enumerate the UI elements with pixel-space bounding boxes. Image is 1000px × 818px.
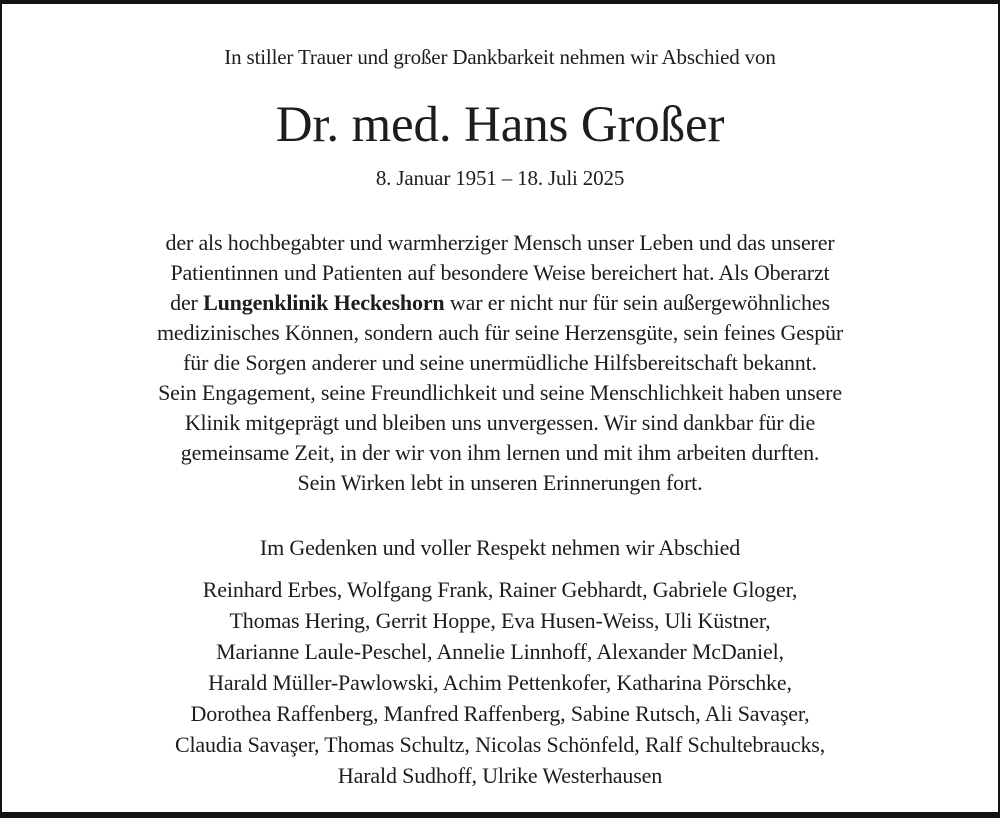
deceased-name: Dr. med. Hans Großer: [275, 97, 725, 153]
clinic-name: Lungenklinik Heckeshorn: [203, 290, 445, 315]
farewell-line: Im Gedenken und voller Respekt nehmen wir Abschied: [259, 535, 741, 560]
obituary-line: Sein Wirken lebt in unseren Erinnerungen fort.: [297, 470, 703, 495]
obituary-line: medizinisches Können, sondern auch für seine Herzensgüte, sein feines Gespür: [156, 320, 844, 345]
obituary-line: Klinik mitgeprägt und bleiben uns unvergessen. Wir sind dankbar für die: [184, 410, 816, 435]
mourner-line: Claudia Savaşer, Thomas Schultz, Nicolas Schönfeld, Ralf Schultebraucks,: [174, 732, 826, 757]
obituary-line: für die Sorgen anderer und seine unermüdliche Hilfsbereitschaft bekannt.: [183, 350, 817, 375]
mourner-line: Marianne Laule-Peschel, Annelie Linnhoff, Alexander McDaniel,: [216, 639, 784, 664]
obituary-line: der als hochbegabter und warmherziger Mensch unser Leben und das unserer: [165, 230, 835, 255]
mourner-line: Harald Müller-Pawlowski, Achim Pettenkofer, Katharina Pörschke,: [208, 670, 792, 695]
obituary-line-text: der: [170, 290, 204, 315]
mourner-line: Harald Sudhoff, Ulrike Westerhausen: [337, 763, 663, 788]
obituary-line: Patientinnen und Patienten auf besondere Weise bereichert hat. Als Oberarzt: [170, 260, 830, 285]
obituary-line-text: war er nicht nur für sein außergewöhnliches: [444, 290, 830, 315]
intro-line: In stiller Trauer und großer Dankbarkeit nehmen wir Abschied von: [224, 45, 776, 69]
mourner-line: Reinhard Erbes, Wolfgang Frank, Rainer Gebhardt, Gabriele Gloger,: [202, 577, 798, 602]
obituary-paragraph: [2, 228, 998, 498]
life-dates: 8. Januar 1951 – 18. Juli 2025: [375, 166, 625, 190]
obituary-line: Sein Engagement, seine Freundlichkeit und seine Menschlichkeit haben unsere: [158, 380, 842, 405]
mourner-line: Thomas Hering, Gerrit Hoppe, Eva Husen-Weiss, Uli Küstner,: [229, 608, 771, 633]
mourners-list: [2, 574, 998, 791]
obituary-line: [2, 288, 998, 318]
mourner-line: Dorothea Raffenberg, Manfred Raffenberg, Sabine Rutsch, Ali Savaşer,: [190, 701, 810, 726]
obituary-line: gemeinsame Zeit, in der wir von ihm lernen und mit ihm arbeiten durften.: [180, 440, 820, 465]
